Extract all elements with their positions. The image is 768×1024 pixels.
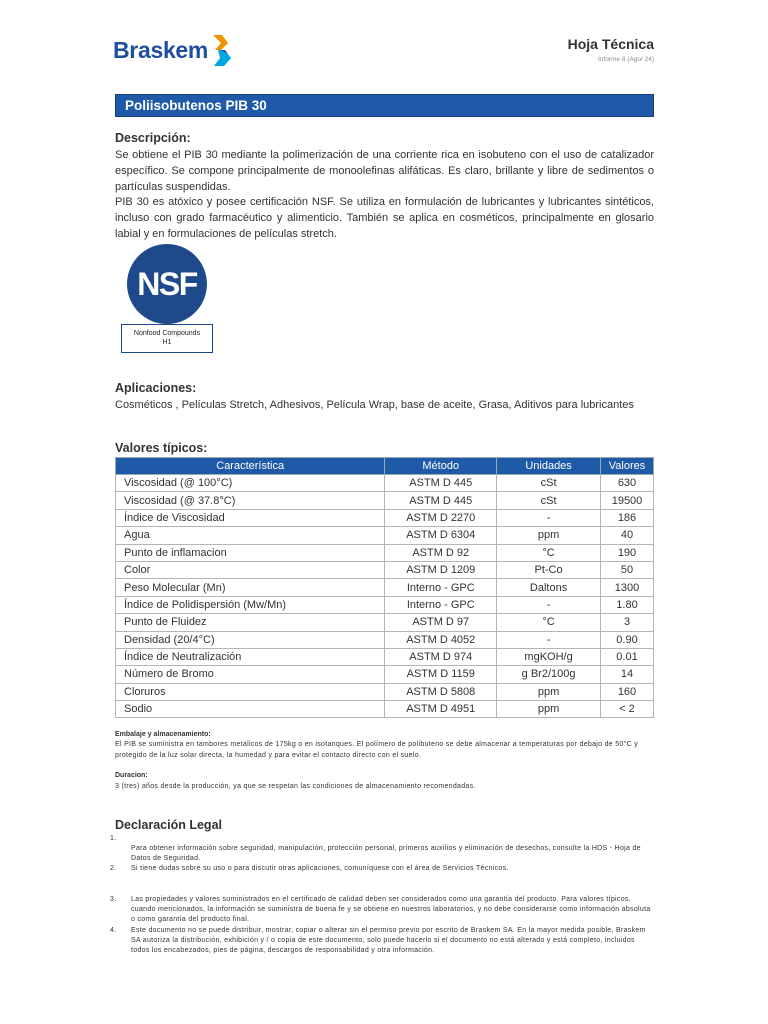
cell-method: Interno - GPC xyxy=(385,596,497,613)
cell-unit: cSt xyxy=(497,475,601,492)
legal-heading: Declaración Legal xyxy=(115,818,222,832)
table-row xyxy=(116,509,654,526)
column-header: Método xyxy=(385,458,497,475)
legal-item xyxy=(110,864,655,874)
cell-unit: mgKOH/g xyxy=(497,648,601,665)
table-row xyxy=(116,544,654,561)
legal-item-text: Las propiedades y valores suministrados en el certificado de calidad deben ser considerados como una garantía del producto. Para valores típicos, cuando mencionados, la información se suministra de buena fe y se obtiene en nuestros laboratorios, y no debe considerarse como información absoluta o como garantía del producto final. xyxy=(131,896,651,923)
cell-method: ASTM D 445 xyxy=(385,475,497,492)
legal-item-text: Si tiene dudas sobre su uso o para discutir otras aplicaciones, comuníquese con el área de Servicios Técnicos. xyxy=(131,865,509,872)
applications-heading: Aplicaciones: xyxy=(115,381,197,395)
legal-item xyxy=(110,834,655,864)
cell-unit: - xyxy=(497,631,601,648)
cell-method: ASTM D 6304 xyxy=(385,527,497,544)
nsf-caption-line2: H1 xyxy=(162,339,172,346)
typical-values-heading: Valores típicos: xyxy=(115,441,208,455)
cell-unit: Pt-Co xyxy=(497,561,601,578)
legal-item-text: Este documento no se puede distribuir, mostrar, copiar o alterar sin el permiso previo por escrito de Braskem SA. En la mayor medida posible, Braskem SA autoriza la distribución, exhibición y / o copia de este documento, solo puede hacerlo si el documento no está alterado y está completo, incluidos todos los encabezados, pies de página, descargos de responsabilidad y otra información. xyxy=(131,927,646,954)
cell-value: 14 xyxy=(601,666,654,683)
cell-unit: ppm xyxy=(497,683,601,700)
cell-method: ASTM D 2270 xyxy=(385,509,497,526)
legal-item xyxy=(110,895,655,925)
legal-item-number: 3. xyxy=(110,896,117,903)
cell-value: 160 xyxy=(601,683,654,700)
nsf-certification xyxy=(121,244,213,353)
duration-heading: Duracion: xyxy=(115,772,148,779)
cell-value: 1.80 xyxy=(601,596,654,613)
legal-item xyxy=(110,926,655,956)
description-para-2: PIB 30 es atóxico y posee certificación NSF. Se utiliza en formulación de lubricantes y lubricantes sintéticos, incluso con grado farmacéutico y alimenticio. También se aplica en cosméticos, principalmente en glosario labial y en formulaciones de películas stretch. xyxy=(115,196,654,240)
packaging-text: El PIB se suministra en tambores metálicos de 175kg o en isotanques. El polímero de polibuteno se debe almacenar a temperaturas por debajo de 50°C y protegido de la luz solar directa, la humedad y para evitar el contacto directo con el suelo. xyxy=(115,741,639,759)
packaging-heading: Embalaje y almacenamiento: xyxy=(115,731,211,738)
cell-characteristic: Cloruros xyxy=(116,683,385,700)
cell-value: 630 xyxy=(601,475,654,492)
applications-text: Cosméticos , Películas Stretch, Adhesivos, Película Wrap, base de aceite, Grasa, Aditivos para lubricantes xyxy=(115,399,634,411)
cell-method: ASTM D 445 xyxy=(385,492,497,509)
cell-characteristic: Viscosidad (@ 100°C) xyxy=(116,475,385,492)
cell-unit: °C xyxy=(497,614,601,631)
column-header: Característica xyxy=(116,458,385,475)
cell-method: ASTM D 4951 xyxy=(385,701,497,718)
doc-ref: Informe 8 (Ago/ 24) xyxy=(598,56,654,63)
cell-characteristic: Sodio xyxy=(116,701,385,718)
table-row xyxy=(116,492,654,509)
cell-characteristic: Índice de Neutralización xyxy=(116,648,385,665)
cell-characteristic: Índice de Polidispersión (Mw/Mn) xyxy=(116,596,385,613)
cell-characteristic: Color xyxy=(116,561,385,578)
cell-method: ASTM D 5808 xyxy=(385,683,497,700)
cell-method: Interno - GPC xyxy=(385,579,497,596)
braskem-logo xyxy=(113,33,232,67)
cell-unit: °C xyxy=(497,544,601,561)
cell-method: ASTM D 4052 xyxy=(385,631,497,648)
table-row xyxy=(116,701,654,718)
table-row xyxy=(116,631,654,648)
cell-method: ASTM D 97 xyxy=(385,614,497,631)
table-row xyxy=(116,614,654,631)
description-para-1: Se obtiene el PIB 30 mediante la polimerización de una corriente rica en isobuteno con el uso de catalizador específico. Se compone principalmente de monoolefinas alifáticas. Es claro, brillante y libre de sedimentos o partículas suspendidas. xyxy=(115,149,654,193)
column-header: Valores xyxy=(601,458,654,475)
legal-item-number: 1. xyxy=(110,835,117,842)
nsf-logo-icon xyxy=(127,244,207,324)
cell-value: 40 xyxy=(601,527,654,544)
table-row xyxy=(116,527,654,544)
cell-method: ASTM D 1159 xyxy=(385,666,497,683)
cell-characteristic: Índice de Viscosidad xyxy=(116,509,385,526)
cell-characteristic: Densidad (20/4°C) xyxy=(116,631,385,648)
column-header: Unidades xyxy=(497,458,601,475)
cell-unit: g Br2/100g xyxy=(497,666,601,683)
cell-value: 3 xyxy=(601,614,654,631)
cell-characteristic: Número de Bromo xyxy=(116,666,385,683)
table-row xyxy=(116,579,654,596)
cell-value: < 2 xyxy=(601,701,654,718)
cell-unit: Daltons xyxy=(497,579,601,596)
cell-unit: cSt xyxy=(497,492,601,509)
doc-type: Hoja Técnica xyxy=(567,36,654,52)
cell-characteristic: Peso Molecular (Mn) xyxy=(116,579,385,596)
table-row xyxy=(116,475,654,492)
table-row xyxy=(116,648,654,665)
product-title: Poliisobutenos PIB 30 xyxy=(115,94,654,117)
header-info xyxy=(568,36,654,63)
cell-value: 50 xyxy=(601,561,654,578)
cell-method: ASTM D 1209 xyxy=(385,561,497,578)
typical-values-table xyxy=(115,457,654,718)
table-row xyxy=(116,683,654,700)
table-row xyxy=(116,666,654,683)
logo-text: Braskem xyxy=(113,36,209,63)
table-body xyxy=(116,475,654,718)
cell-value: 19500 xyxy=(601,492,654,509)
table-row xyxy=(116,561,654,578)
cell-value: 190 xyxy=(601,544,654,561)
cell-unit: ppm xyxy=(497,701,601,718)
cell-unit: ppm xyxy=(497,527,601,544)
nsf-caption-line1: Nonfood Compounds xyxy=(133,330,201,337)
cell-characteristic: Agua xyxy=(116,527,385,544)
legal-item-text: Para obtener información sobre seguridad, manipulación, protección personal, primeros auxilios y eliminación de desechos, consulte la HDS - Hoja de Datos de Seguridad. xyxy=(131,845,641,862)
cell-characteristic: Punto de Fluidez xyxy=(116,614,385,631)
duration-text: 3 (tres) años desde la producción, ya que se respetan las condiciones de almacenamiento recomendadas. xyxy=(115,783,476,790)
table-header-row xyxy=(116,458,654,475)
description-heading: Descripción: xyxy=(115,131,191,145)
cell-characteristic: Viscosidad (@ 37.8°C) xyxy=(116,492,385,509)
cell-method: ASTM D 974 xyxy=(385,648,497,665)
table-row xyxy=(116,596,654,613)
nsf-caption xyxy=(121,324,213,353)
cell-method: ASTM D 92 xyxy=(385,544,497,561)
braskem-mark-icon xyxy=(210,33,232,67)
legal-item-number: 2. xyxy=(110,865,117,872)
cell-characteristic: Punto de inflamacion xyxy=(116,544,385,561)
cell-value: 0.90 xyxy=(601,631,654,648)
cell-unit: - xyxy=(497,509,601,526)
cell-value: 186 xyxy=(601,509,654,526)
cell-unit: - xyxy=(497,596,601,613)
cell-value: 0.01 xyxy=(601,648,654,665)
nsf-logo-text: NSF xyxy=(137,265,197,302)
legal-item-number: 4. xyxy=(110,927,117,934)
cell-value: 1300 xyxy=(601,579,654,596)
